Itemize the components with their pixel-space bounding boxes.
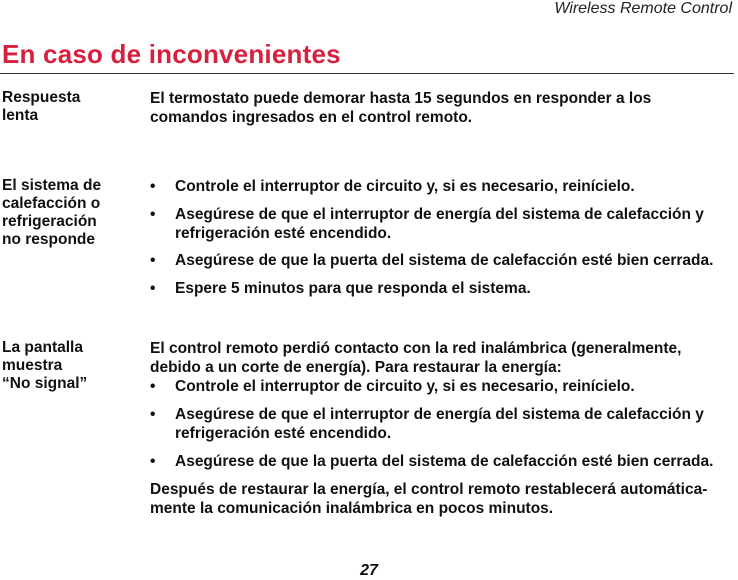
text-line: Después de restaurar la energía, el control remoto restablecerá automática- xyxy=(150,481,708,498)
section-body xyxy=(150,339,736,518)
bullet-item xyxy=(150,279,736,298)
section-intro xyxy=(150,339,736,377)
section-label xyxy=(2,339,132,393)
label-line: refrigeración xyxy=(2,213,97,230)
text-line: • Asegúrese de que el interruptor de energía del sistema de calefacción y xyxy=(175,206,704,223)
text-line: comandos ingresados en el control remoto. xyxy=(150,109,473,126)
bullet-item xyxy=(150,251,736,270)
bullet-item xyxy=(150,177,736,196)
label-line: “No signal” xyxy=(2,375,88,392)
text-line: • Asegúrese de que la puerta del sistema de calefacción esté bien cerrada. xyxy=(175,252,714,269)
title-divider xyxy=(0,73,734,74)
text-line: refrigeración esté encendido. xyxy=(175,425,392,442)
running-header: Wireless Remote Control xyxy=(554,0,732,17)
text-line: • Controle el interruptor de circuito y, si es necesario, reinícielo. xyxy=(175,178,635,195)
label-line: no responde xyxy=(2,231,96,248)
bullet-item xyxy=(150,377,736,396)
text-line: El termostato puede demorar hasta 15 segundos en responder a los xyxy=(150,90,652,107)
label-line: Respuesta xyxy=(2,89,81,106)
section-closing xyxy=(150,480,736,518)
text-line: debido a un corte de energía). Para restaurar la energía: xyxy=(150,359,562,376)
text-line: mente la comunicación inalámbrica en pocos minutos. xyxy=(150,500,554,517)
section-label xyxy=(2,89,132,125)
bullet-item xyxy=(150,205,736,243)
label-line: muestra xyxy=(2,357,63,374)
section-label xyxy=(2,177,132,249)
section-body xyxy=(150,177,736,298)
label-line: La pantalla xyxy=(2,339,83,356)
text-line: • Controle el interruptor de circuito y, si es necesario, reinícielo. xyxy=(175,378,635,395)
text-line: refrigeración esté encendido. xyxy=(175,225,392,242)
section-body xyxy=(150,89,736,127)
text-line: • Asegúrese de que la puerta del sistema de calefacción esté bien cerrada. xyxy=(175,453,714,470)
page-number: 27 xyxy=(360,562,378,579)
page-title: En caso de inconvenientes xyxy=(2,39,341,69)
section-paragraph xyxy=(150,89,736,127)
label-line: El sistema de xyxy=(2,177,102,194)
label-line: calefacción o xyxy=(2,195,101,212)
bullet-item xyxy=(150,405,736,443)
bullet-list xyxy=(150,377,736,471)
bullet-item xyxy=(150,452,736,471)
text-line: El control remoto perdió contacto con la red inalámbrica (generalmente, xyxy=(150,340,682,357)
bullet-list xyxy=(150,177,736,298)
text-line: • Asegúrese de que el interruptor de energía del sistema de calefacción y xyxy=(175,406,704,423)
text-line: • Espere 5 minutos para que responda el sistema. xyxy=(175,280,531,297)
label-line: lenta xyxy=(2,107,39,124)
